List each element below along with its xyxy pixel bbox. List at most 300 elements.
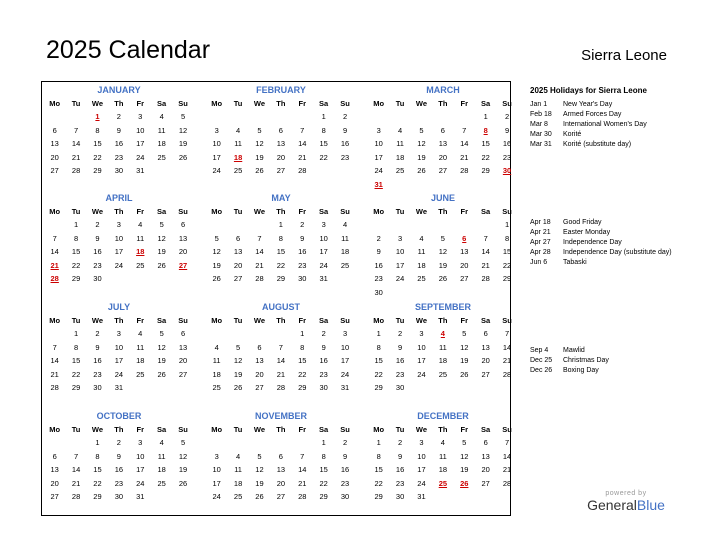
holiday-name: Korité (substitute day) [563,141,632,148]
day-cell: 29 [276,274,286,284]
weekday-label: Tu [395,425,405,434]
day-cell: 12 [255,465,264,475]
week-row [368,436,518,450]
powered-by-text: powered by [605,490,647,497]
day-cell: 12 [460,451,469,461]
day-cell [475,490,496,504]
week-row [44,218,194,232]
day-cell: 20 [178,356,188,366]
day-cell: 16 [374,260,383,270]
day-cell: 10 [114,233,124,243]
day-cell: 16 [395,356,405,366]
day-cell: 30 [93,383,102,393]
month-march [368,84,518,192]
day-cell: 17 [417,356,426,366]
day-cell: 29 [71,383,81,393]
holiday-name: Tabaski [563,259,587,266]
weekday-label: Su [340,207,350,216]
day-cell: 7 [74,451,79,461]
day-cell: 8 [300,342,305,352]
day-cell: 9 [300,233,305,243]
day-cell: 20 [460,260,469,270]
day-cell: 3 [321,220,326,229]
day-cell [411,286,432,300]
day-cell: 4 [159,112,164,121]
day-cell: 26 [178,478,188,488]
day-cell: 23 [340,478,350,488]
day-cell: 1 [321,112,326,121]
holiday-day-cell: 1 [95,112,100,121]
day-cell: 2 [504,112,510,121]
day-cell [454,381,475,395]
day-cell: 14 [50,247,59,257]
day-cell: 4 [236,451,241,461]
weekday-label: Th [276,425,286,434]
weekday-label: Th [438,99,448,108]
day-cell: 15 [298,356,307,366]
day-cell [227,436,248,450]
weekday-header [368,205,518,218]
day-cell: 5 [462,438,467,447]
month-june [368,192,518,300]
day-cell: 17 [212,478,221,488]
day-cell: 14 [276,356,286,366]
weekday-label: Tu [71,316,81,325]
holiday-day-cell: 21 [50,260,59,270]
day-cell: 15 [71,247,81,257]
day-cell: 16 [340,465,350,475]
day-cell: 26 [233,383,243,393]
day-cell: 31 [340,383,350,393]
holiday-name: Mawlid [563,347,585,354]
day-cell: 21 [71,152,81,162]
day-cell: 27 [481,478,490,488]
day-cell: 4 [214,342,219,352]
weekday-label: Fr [298,207,306,216]
day-cell [44,327,65,341]
day-cell: 24 [340,369,350,379]
day-cell: 12 [438,247,448,257]
day-cell: 26 [255,166,264,176]
day-cell: 7 [504,329,510,338]
day-cell [496,381,517,395]
day-cell: 11 [136,342,145,352]
weekday-label: Mo [373,207,385,216]
week-row [206,368,356,382]
day-cell: 23 [374,274,383,284]
day-cell: 22 [298,369,307,379]
day-cell: 21 [298,478,307,488]
weekday-label: Sa [157,207,167,216]
weekday-label: Fr [136,207,144,216]
week-row [368,477,518,491]
day-cell: 15 [319,139,328,149]
day-cell: 6 [483,329,488,338]
day-cell: 14 [255,247,264,257]
weekday-label: Tu [71,425,81,434]
day-cell: 3 [116,220,121,229]
day-cell: 3 [376,125,381,135]
day-cell: 24 [114,260,124,270]
weekday-label: We [91,425,104,434]
day-cell: 25 [340,260,350,270]
day-cell: 26 [255,492,264,502]
day-cell: 22 [319,152,328,162]
weekday-label: Th [114,425,124,434]
day-cell: 13 [481,451,490,461]
day-cell [206,110,227,124]
day-cell: 1 [300,329,305,338]
day-cell: 9 [342,125,348,135]
day-cell: 30 [395,383,405,393]
weekday-label: Tu [233,207,243,216]
week-row [368,232,518,246]
brand-name-blue: Blue [636,497,665,513]
day-cell: 16 [340,139,350,149]
day-cell: 16 [93,356,102,366]
day-cell: 24 [136,478,145,488]
week-row [368,151,518,165]
day-cell: 29 [502,274,512,284]
day-cell: 23 [93,260,102,270]
day-cell: 30 [114,492,124,502]
day-cell: 28 [298,492,307,502]
weekday-label: Su [340,425,350,434]
day-cell: 14 [298,139,307,149]
weekday-label: Th [276,316,286,325]
day-cell: 28 [460,166,469,176]
weekday-label: Tu [233,316,243,325]
day-cell [227,327,248,341]
day-cell: 5 [236,342,241,352]
day-cell: 13 [178,233,188,243]
weekday-label: Th [276,99,286,108]
day-cell: 11 [438,342,447,352]
day-cell: 9 [504,125,510,135]
day-cell [249,327,270,341]
weekday-label: Mo [373,99,385,108]
holiday-entry [530,258,693,268]
month-august [206,301,356,395]
day-cell [227,218,248,232]
day-cell: 2 [376,233,381,243]
day-cell: 12 [460,342,469,352]
day-cell: 30 [395,492,405,502]
weekday-label: Mo [211,425,223,434]
day-cell: 7 [504,438,510,447]
day-cell: 10 [374,139,383,149]
day-cell: 29 [93,166,102,176]
day-cell: 8 [74,233,79,243]
day-cell: 12 [178,125,188,135]
day-cell: 15 [502,247,512,257]
day-cell: 9 [95,233,100,243]
week-row [206,232,356,246]
day-cell: 14 [481,247,490,257]
day-cell [151,381,172,395]
day-cell [454,178,475,192]
day-cell: 16 [395,465,405,475]
week-row [44,381,194,395]
holiday-day-cell: 18 [233,152,243,162]
day-cell: 22 [93,478,102,488]
day-cell: 23 [319,369,328,379]
weekday-label: We [253,425,266,434]
day-cell: 26 [460,369,469,379]
day-cell: 26 [438,274,448,284]
weekday-label: We [91,99,104,108]
week-row [368,463,518,477]
month-october [44,410,194,504]
day-cell: 9 [116,451,121,461]
week-row [44,124,194,138]
weekday-header [206,205,356,218]
day-cell: 17 [212,152,221,162]
day-cell: 14 [502,451,512,461]
weekday-label: Mo [211,99,223,108]
week-row [206,354,356,368]
weekday-label: Mo [49,316,61,325]
holiday-name: Independence Day (substitute day) [563,249,672,256]
weekday-label: Su [502,207,512,216]
week-row [44,477,194,491]
day-cell: 5 [214,233,219,243]
weekday-label: Fr [136,316,144,325]
week-row [44,137,194,151]
day-cell: 9 [376,247,381,257]
day-cell: 27 [50,492,59,502]
day-cell: 28 [481,274,490,284]
day-cell: 2 [95,220,100,229]
weekday-label: We [415,425,428,434]
day-cell: 3 [116,329,121,338]
day-cell: 31 [319,274,328,284]
week-row [368,286,518,300]
day-cell: 17 [136,139,145,149]
day-cell: 5 [159,329,164,338]
week-row [44,245,194,259]
day-cell: 11 [136,233,145,243]
day-cell: 8 [278,233,283,243]
holiday-date: Feb 18 [530,111,552,118]
day-cell: 15 [93,465,102,475]
day-cell: 8 [376,451,381,461]
holiday-date: Mar 30 [530,131,552,138]
month-name: SEPTEMBER [414,302,471,312]
day-cell [249,218,270,232]
day-cell: 17 [395,260,405,270]
day-cell: 18 [157,139,166,149]
weekday-label: Mo [373,425,385,434]
day-cell: 29 [481,166,490,176]
day-cell: 6 [180,220,186,229]
day-cell: 27 [276,492,286,502]
day-cell: 11 [234,465,242,475]
weekday-label: Fr [460,99,468,108]
day-cell: 15 [93,139,102,149]
weekday-label: Mo [49,99,61,108]
day-cell: 28 [50,383,59,393]
week-row [206,463,356,477]
weekday-label: Tu [71,207,81,216]
day-cell: 25 [233,492,243,502]
weekday-label: Th [438,316,448,325]
day-cell [270,110,291,124]
day-cell: 1 [504,220,510,229]
day-cell [270,436,291,450]
day-cell: 28 [502,369,512,379]
day-cell: 16 [298,247,307,257]
holiday-date: Dec 26 [530,367,553,374]
day-cell: 10 [340,342,350,352]
day-cell: 7 [257,233,262,243]
month-name: JULY [107,302,131,312]
month-name: MAY [271,193,291,203]
month-name: APRIL [105,193,133,203]
day-cell [496,178,517,192]
day-cell: 29 [298,383,307,393]
weekday-label: Fr [460,207,468,216]
day-cell: 20 [50,152,59,162]
day-cell: 20 [50,478,59,488]
weekday-label: Sa [481,99,491,108]
day-cell: 5 [159,220,164,229]
day-cell: 10 [417,451,426,461]
day-cell: 22 [374,478,383,488]
holiday-entry [530,228,693,238]
day-cell: 11 [157,125,166,135]
week-row [368,368,518,382]
weekday-label: Tu [233,425,243,434]
day-cell: 6 [278,125,283,135]
holiday-date: Jun 6 [530,259,548,266]
weekday-label: Su [340,316,350,325]
week-row [44,450,194,464]
holiday-date: Apr 28 [530,249,551,256]
day-cell: 25 [395,166,405,176]
day-cell: 18 [438,465,448,475]
holiday-date: Mar 8 [530,121,548,128]
day-cell: 19 [460,465,469,475]
day-cell: 29 [71,274,81,284]
day-cell: 17 [114,356,124,366]
weekday-label: Mo [49,207,61,216]
day-cell: 1 [74,220,79,229]
day-cell: 21 [502,356,512,366]
brand-name-part: General [587,497,637,513]
month-name: OCTOBER [96,411,142,421]
week-row [44,110,194,124]
day-cell [334,272,355,286]
holiday-name: Easter Monday [563,229,611,236]
week-row [368,381,518,395]
day-cell: 6 [52,451,57,461]
day-cell: 13 [233,247,243,257]
day-cell: 21 [481,260,490,270]
weekday-label: Sa [157,316,167,325]
day-cell: 18 [340,247,350,257]
calendar-grid [41,81,511,516]
day-cell: 17 [340,356,350,366]
day-cell: 4 [342,220,348,229]
day-cell [432,490,453,504]
day-cell: 8 [504,233,510,243]
day-cell: 18 [417,260,426,270]
weekday-label: Th [276,207,286,216]
day-cell [44,110,65,124]
day-cell: 18 [157,465,166,475]
day-cell [454,490,475,504]
day-cell [389,178,410,192]
holiday-day-cell: 25 [438,478,448,488]
day-cell: 27 [255,383,264,393]
day-cell: 5 [462,329,467,338]
holiday-day-cell: 26 [460,478,469,488]
holiday-name: Armed Forces Day [563,111,622,118]
day-cell: 16 [319,356,328,366]
week-row [44,436,194,450]
day-cell: 12 [255,139,264,149]
weekday-label: Su [502,316,512,325]
day-cell: 24 [136,152,145,162]
day-cell: 24 [417,478,426,488]
day-cell: 15 [481,139,490,149]
day-cell: 29 [374,492,383,502]
day-cell: 24 [374,166,383,176]
day-cell: 9 [398,342,403,352]
week-row [206,164,356,178]
day-cell: 18 [233,478,243,488]
day-cell: 21 [502,465,512,475]
day-cell: 22 [71,369,81,379]
day-cell: 16 [93,247,102,257]
weekday-label: Tu [395,316,405,325]
day-cell: 19 [157,356,166,366]
day-cell: 5 [180,438,186,447]
day-cell [368,110,389,124]
day-cell [130,272,151,286]
week-row [206,110,356,124]
holiday-name: Good Friday [563,219,602,226]
day-cell [151,490,172,504]
month-name: DECEMBER [417,411,469,421]
day-cell [270,327,291,341]
holiday-entry [530,356,693,366]
day-cell: 20 [481,356,490,366]
day-cell: 27 [481,369,490,379]
day-cell: 20 [276,478,286,488]
week-row [368,450,518,464]
day-cell: 22 [374,369,383,379]
holiday-date: Apr 18 [530,219,551,226]
day-cell: 26 [157,260,166,270]
holiday-entry [530,218,693,228]
day-cell: 5 [440,233,445,243]
day-cell: 12 [157,342,166,352]
holiday-entry [530,120,693,130]
week-row [206,436,356,450]
day-cell: 10 [136,451,145,461]
week-row [206,381,356,395]
holiday-entry [530,238,693,248]
day-cell: 12 [212,247,221,257]
day-cell [411,218,432,232]
weekday-label: Sa [481,425,491,434]
day-cell: 23 [114,478,124,488]
day-cell: 7 [300,451,305,461]
weekday-label: Sa [319,99,329,108]
day-cell: 3 [419,329,424,338]
